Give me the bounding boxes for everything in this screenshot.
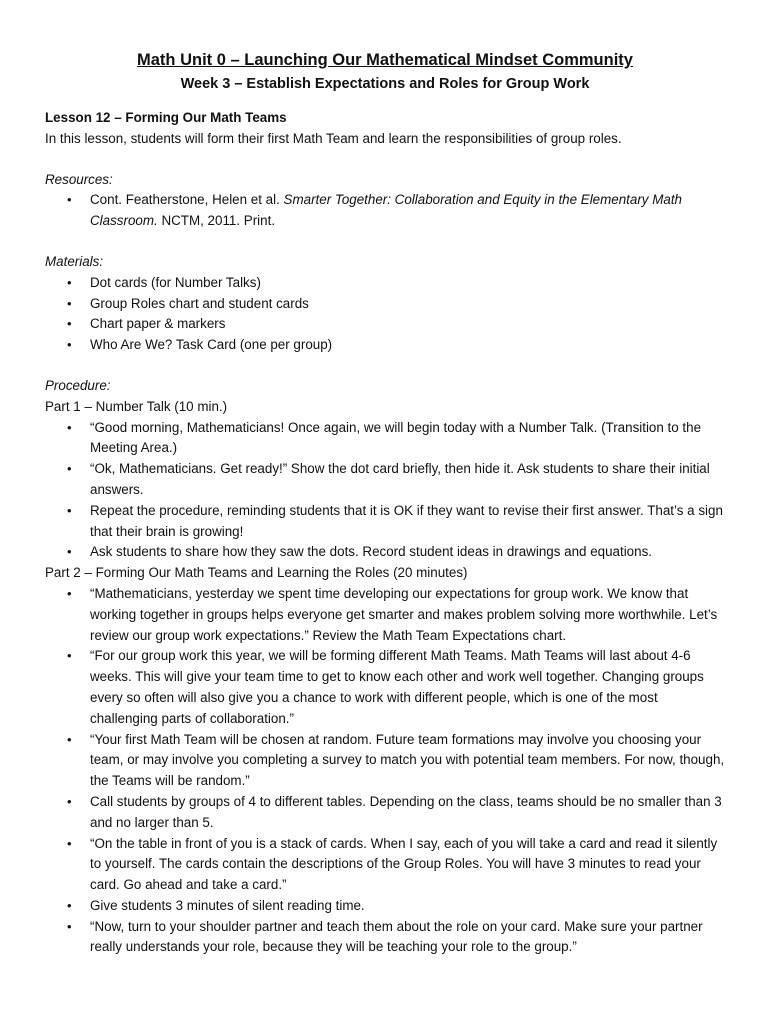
list-item: • “For our group work this year, we will be forming different Math Teams. Math Teams will last about 4-6 weeks. This will give your team time to get to know each other and work well together. Changing groups every so often will also give you a chance to work with different people, which is one of the most challenging parts of collaboration.” [45, 646, 725, 729]
list-item: • Dot cards (for Number Talks) [45, 273, 725, 294]
list-item: • “On the table in front of you is a stack of cards. When I say, each of you will take a card and read it silently to yourself. The cards contain the descriptions of the Group Roles. You will have 3 minutes to read your card. Go ahead and take a card.” [45, 834, 725, 896]
procedure-label: Procedure: [45, 377, 111, 393]
citation-title: Smarter Together: Collaboration and Equity in the Elementary Math Classroom. [90, 192, 682, 229]
list-item: • “Now, turn to your shoulder partner and teach them about the role on your card. Make sure your partner really understands your role, because they will be teaching your role to the group.” [45, 917, 725, 959]
part1-heading: Part 1 – Number Talk (10 min.) [45, 398, 228, 414]
list-item: • “Ok, Mathematicians. Get ready!” Show the dot card briefly, then hide it. Ask students to share their initial answers. [45, 459, 725, 501]
lesson-heading: Lesson 12 – Forming Our Math Teams [45, 110, 287, 125]
list-item: • “Mathematicians, yesterday we spent time developing our expectations for group work. We know that working together in groups helps everyone get smarter and makes problem solving more worthwhile. Let’s review our group work expectations.” Review the Math Team Expectations chart. [45, 584, 725, 646]
list-item: • “Good morning, Mathematicians! Once again, we will begin today with a Number Talk. (Transition to the Meeting Area.) [45, 418, 725, 460]
list-item: • Who Are We? Task Card (one per group) [45, 335, 725, 356]
resources-list [45, 190, 725, 232]
citation-prefix: Cont. Featherstone, Helen et al. [90, 192, 284, 208]
materials-list [45, 273, 725, 356]
list-item [45, 190, 725, 232]
list-item: • Group Roles chart and student cards [45, 294, 725, 315]
materials-label: Materials: [45, 253, 104, 269]
document-page [45, 50, 725, 958]
part2-list [45, 584, 725, 958]
lesson-intro: In this lesson, students will form their first Math Team and learn the responsibilities of group roles. [45, 130, 622, 146]
list-item: • Ask students to share how they saw the dots. Record student ideas in drawings and equations. [45, 542, 725, 563]
list-item: • Chart paper & markers [45, 314, 725, 335]
list-item: • Repeat the procedure, reminding students that it is OK if they want to revise their first answer. That’s a sign that their brain is growing! [45, 501, 725, 543]
list-item: • “Your first Math Team will be chosen at random. Future team formations may involve you choosing your team, or may involve you completing a survey to match you with potential team members. For now, though, the Teams will be random.” [45, 730, 725, 792]
resources-label: Resources: [45, 171, 113, 187]
list-item: • Call students by groups of 4 to different tables. Depending on the class, teams should be no smaller than 3 and no larger than 5. [45, 792, 725, 834]
list-item: • Give students 3 minutes of silent reading time. [45, 896, 725, 917]
document-title: Math Unit 0 – Launching Our Mathematical Mindset Community [137, 51, 633, 69]
document-subtitle: Week 3 – Establish Expectations and Roles for Group Work [180, 76, 590, 92]
citation-suffix: NCTM, 2011. Print. [157, 213, 276, 229]
part1-list [45, 418, 725, 564]
part2-heading: Part 2 – Forming Our Math Teams and Learning the Roles (20 minutes) [45, 565, 468, 581]
